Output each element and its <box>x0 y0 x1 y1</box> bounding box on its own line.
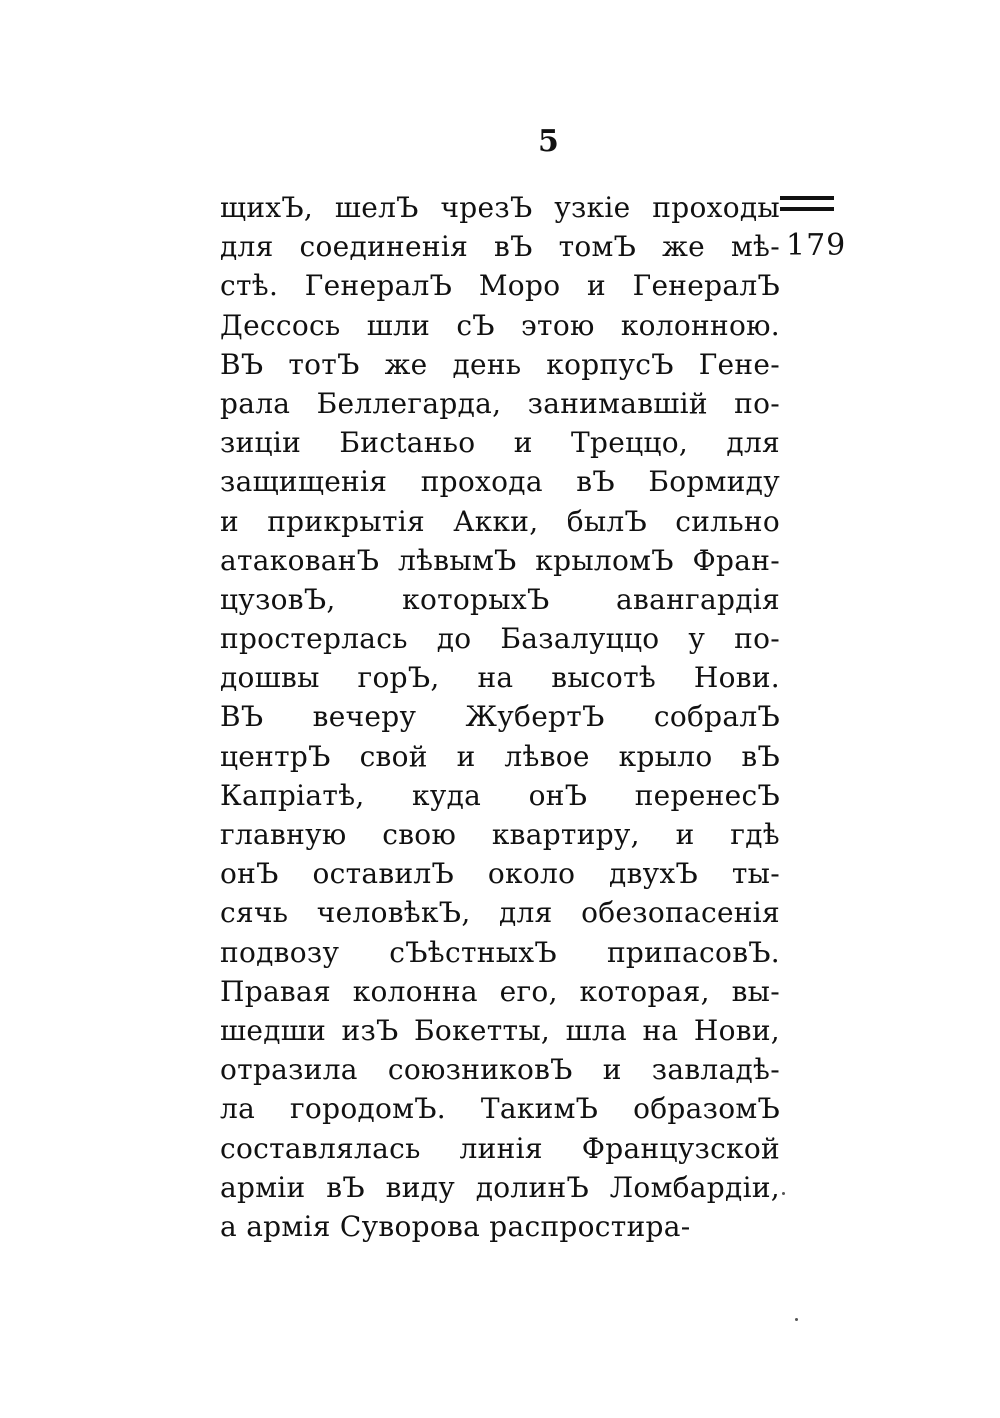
body-text <box>220 188 780 1246</box>
text-line: шедши изЪ Бокетты, шла на Нови, <box>220 1013 780 1047</box>
text-line: онЪ оставилЪ около двухЪ ты- <box>220 857 780 891</box>
text-line: главную свою квартиру, и гдѣ <box>220 818 780 851</box>
text-line: стѣ. ГенералЪ Моро и ГенералЪ <box>220 269 780 303</box>
text-line: зиціи Бисtаньо и Треццо, для <box>220 426 780 460</box>
text-line: ВЪ тотЪ же день корпусЪ Гене- <box>220 347 780 381</box>
paper-speck <box>782 1192 785 1195</box>
margin-year: 179 <box>786 228 847 263</box>
text-line: защищенія прохода вЪ Бормиду <box>220 465 780 499</box>
text-line: рала Беллегарда, занимавшій по- <box>220 386 780 420</box>
text-line: Дессось шли сЪ этою колонною. <box>220 308 780 342</box>
text-line: ВЪ вечеру ЖубертЪ собралЪ <box>220 700 780 734</box>
text-line: а армія Суворова распростира- <box>220 1209 691 1243</box>
text-line: и прикрытія Акки, былЪ сильно <box>220 504 780 538</box>
text-line: сячь человѣкЪ, для обезопасенія <box>220 896 780 930</box>
text-line: подвозу сЪѣстныхЪ припасовЪ. <box>220 935 780 969</box>
margin-rule-top <box>780 196 834 200</box>
text-line: ла городомЪ. ТакимЪ образомЪ <box>220 1092 780 1126</box>
text-line: атакованЪ лѣвымЪ крыломЪ Фран- <box>220 543 780 577</box>
text-line: для соединенія вЪ томЪ же мѣ- <box>220 230 780 264</box>
paper-speck <box>795 1318 798 1321</box>
margin-rule-bottom <box>780 207 834 211</box>
text-line: цузовЪ, которыхЪ авангардія <box>220 582 780 616</box>
text-line: центрЪ свой и лѣвое крыло вЪ <box>220 739 780 773</box>
text-line: Правая колонна его, которая, вы- <box>220 974 780 1008</box>
text-line: Капріатѣ, куда онЪ перенесЪ <box>220 778 780 812</box>
text-line: отразила союзниковЪ и завладѣ- <box>220 1053 780 1087</box>
text-line: арміи вЪ виду долинЪ Ломбардіи, <box>220 1170 780 1204</box>
page-number: 5 <box>538 124 559 159</box>
text-line: составлялась линія Французской <box>220 1131 780 1165</box>
text-line: щихЪ, шелЪ чрезЪ узкіе проходы <box>220 191 780 224</box>
text-line: простерлась до Базалуццо у по- <box>220 622 780 656</box>
text-line: дошвы горЪ, на высотѣ Нови. <box>220 661 780 695</box>
